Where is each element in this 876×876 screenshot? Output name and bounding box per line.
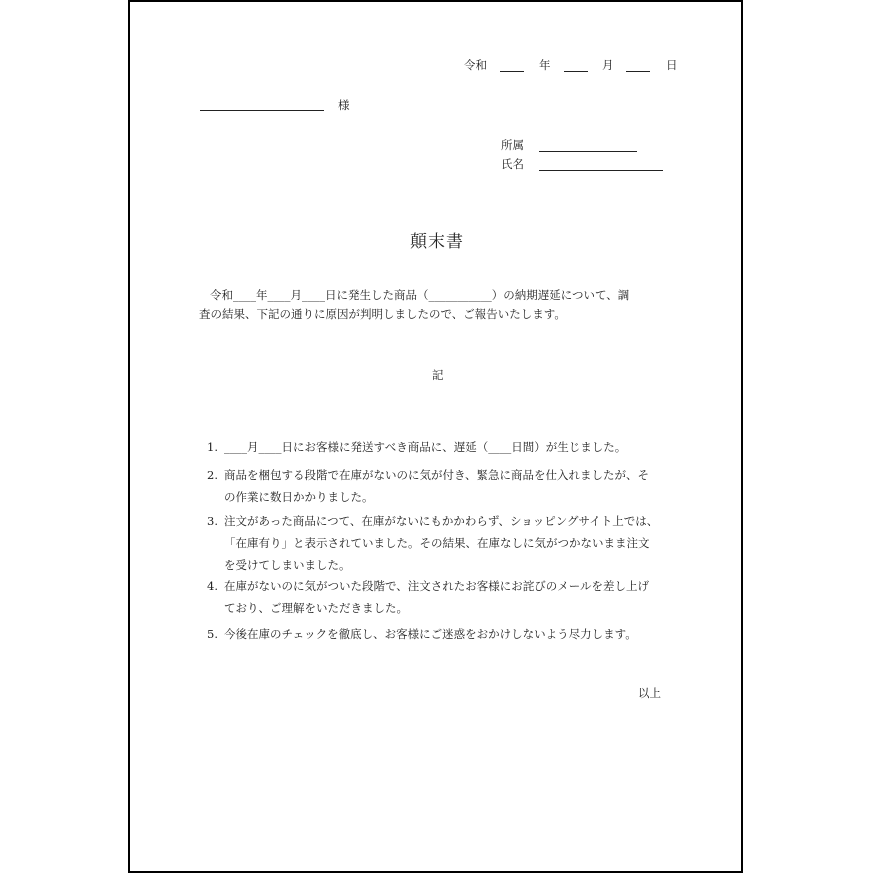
list-item-text: 在庫がないのに気がついた段階で、注文されたお客様にお詫びのメールを差し上げ: [224, 579, 650, 593]
date-month-label: 月: [602, 58, 614, 72]
addressee-blank: [200, 110, 324, 111]
closing-ijou: 以上: [638, 686, 661, 700]
list-item-text: 注文があった商品につて、在庫がないにもかかわらず、ショッピングサイト上では、: [224, 514, 659, 528]
intro-line-1: 令和____年____月____日に発生した商品（___________）の納期遅延について、調: [210, 288, 630, 302]
affiliation-label: 所属: [501, 138, 524, 152]
list-item-first-line: [207, 436, 626, 458]
list-item-text: ____月____日にお客様に発送すべき商品に、遅延（____日間）が生じました。: [224, 440, 627, 454]
list-item-number: 4.: [207, 579, 218, 593]
date-year-label: 年: [539, 58, 551, 72]
date-era: 令和: [464, 58, 487, 72]
list-item: [207, 464, 649, 508]
date-day-label: 日: [666, 58, 678, 72]
date-day-blank: [626, 71, 650, 72]
affiliation-blank: [539, 151, 637, 152]
list-item-continuation: 「在庫有り」と表示されていました。その結果、在庫なしに気がつかないまま注文: [224, 536, 650, 550]
list-item-first-line: [207, 623, 637, 645]
list-item: [207, 510, 658, 576]
list-item-number: 3.: [207, 514, 218, 528]
list-item: [207, 623, 637, 645]
name-label: 氏名: [501, 157, 524, 171]
list-item-continuation: ており、ご理解をいただきました。: [224, 601, 408, 615]
list-item: [207, 575, 649, 619]
list-item-number: 1.: [207, 440, 218, 454]
intro-line-2: 査の結果、下記の通りに原因が判明しましたので、ご報告いたします。: [199, 307, 566, 321]
list-item-text: 商品を梱包する段階で在庫がないのに気が付き、緊急に商品を仕入れましたが、そ: [224, 468, 650, 482]
intro-paragraph: [199, 286, 629, 324]
list-item-continuation: を受けてしまいました。: [224, 558, 351, 572]
list-item-number: 5.: [207, 627, 218, 641]
list-item: [207, 436, 626, 458]
ki-heading: 記: [432, 368, 444, 382]
addressee-honorific: 様: [338, 98, 350, 112]
date-year-blank: [500, 71, 524, 72]
list-item-first-line: [207, 510, 658, 532]
list-item-first-line: [207, 575, 649, 597]
list-item-first-line: [207, 464, 649, 486]
date-month-blank: [564, 71, 588, 72]
document-title: 顛末書: [410, 232, 464, 252]
name-blank: [539, 170, 663, 171]
list-item-continuation: の作業に数日かかりました。: [224, 490, 374, 504]
list-item-text: 今後在庫のチェックを徹底し、お客様にご迷惑をおかけしないよう尽力します。: [224, 627, 637, 641]
list-item-number: 2.: [207, 468, 218, 482]
